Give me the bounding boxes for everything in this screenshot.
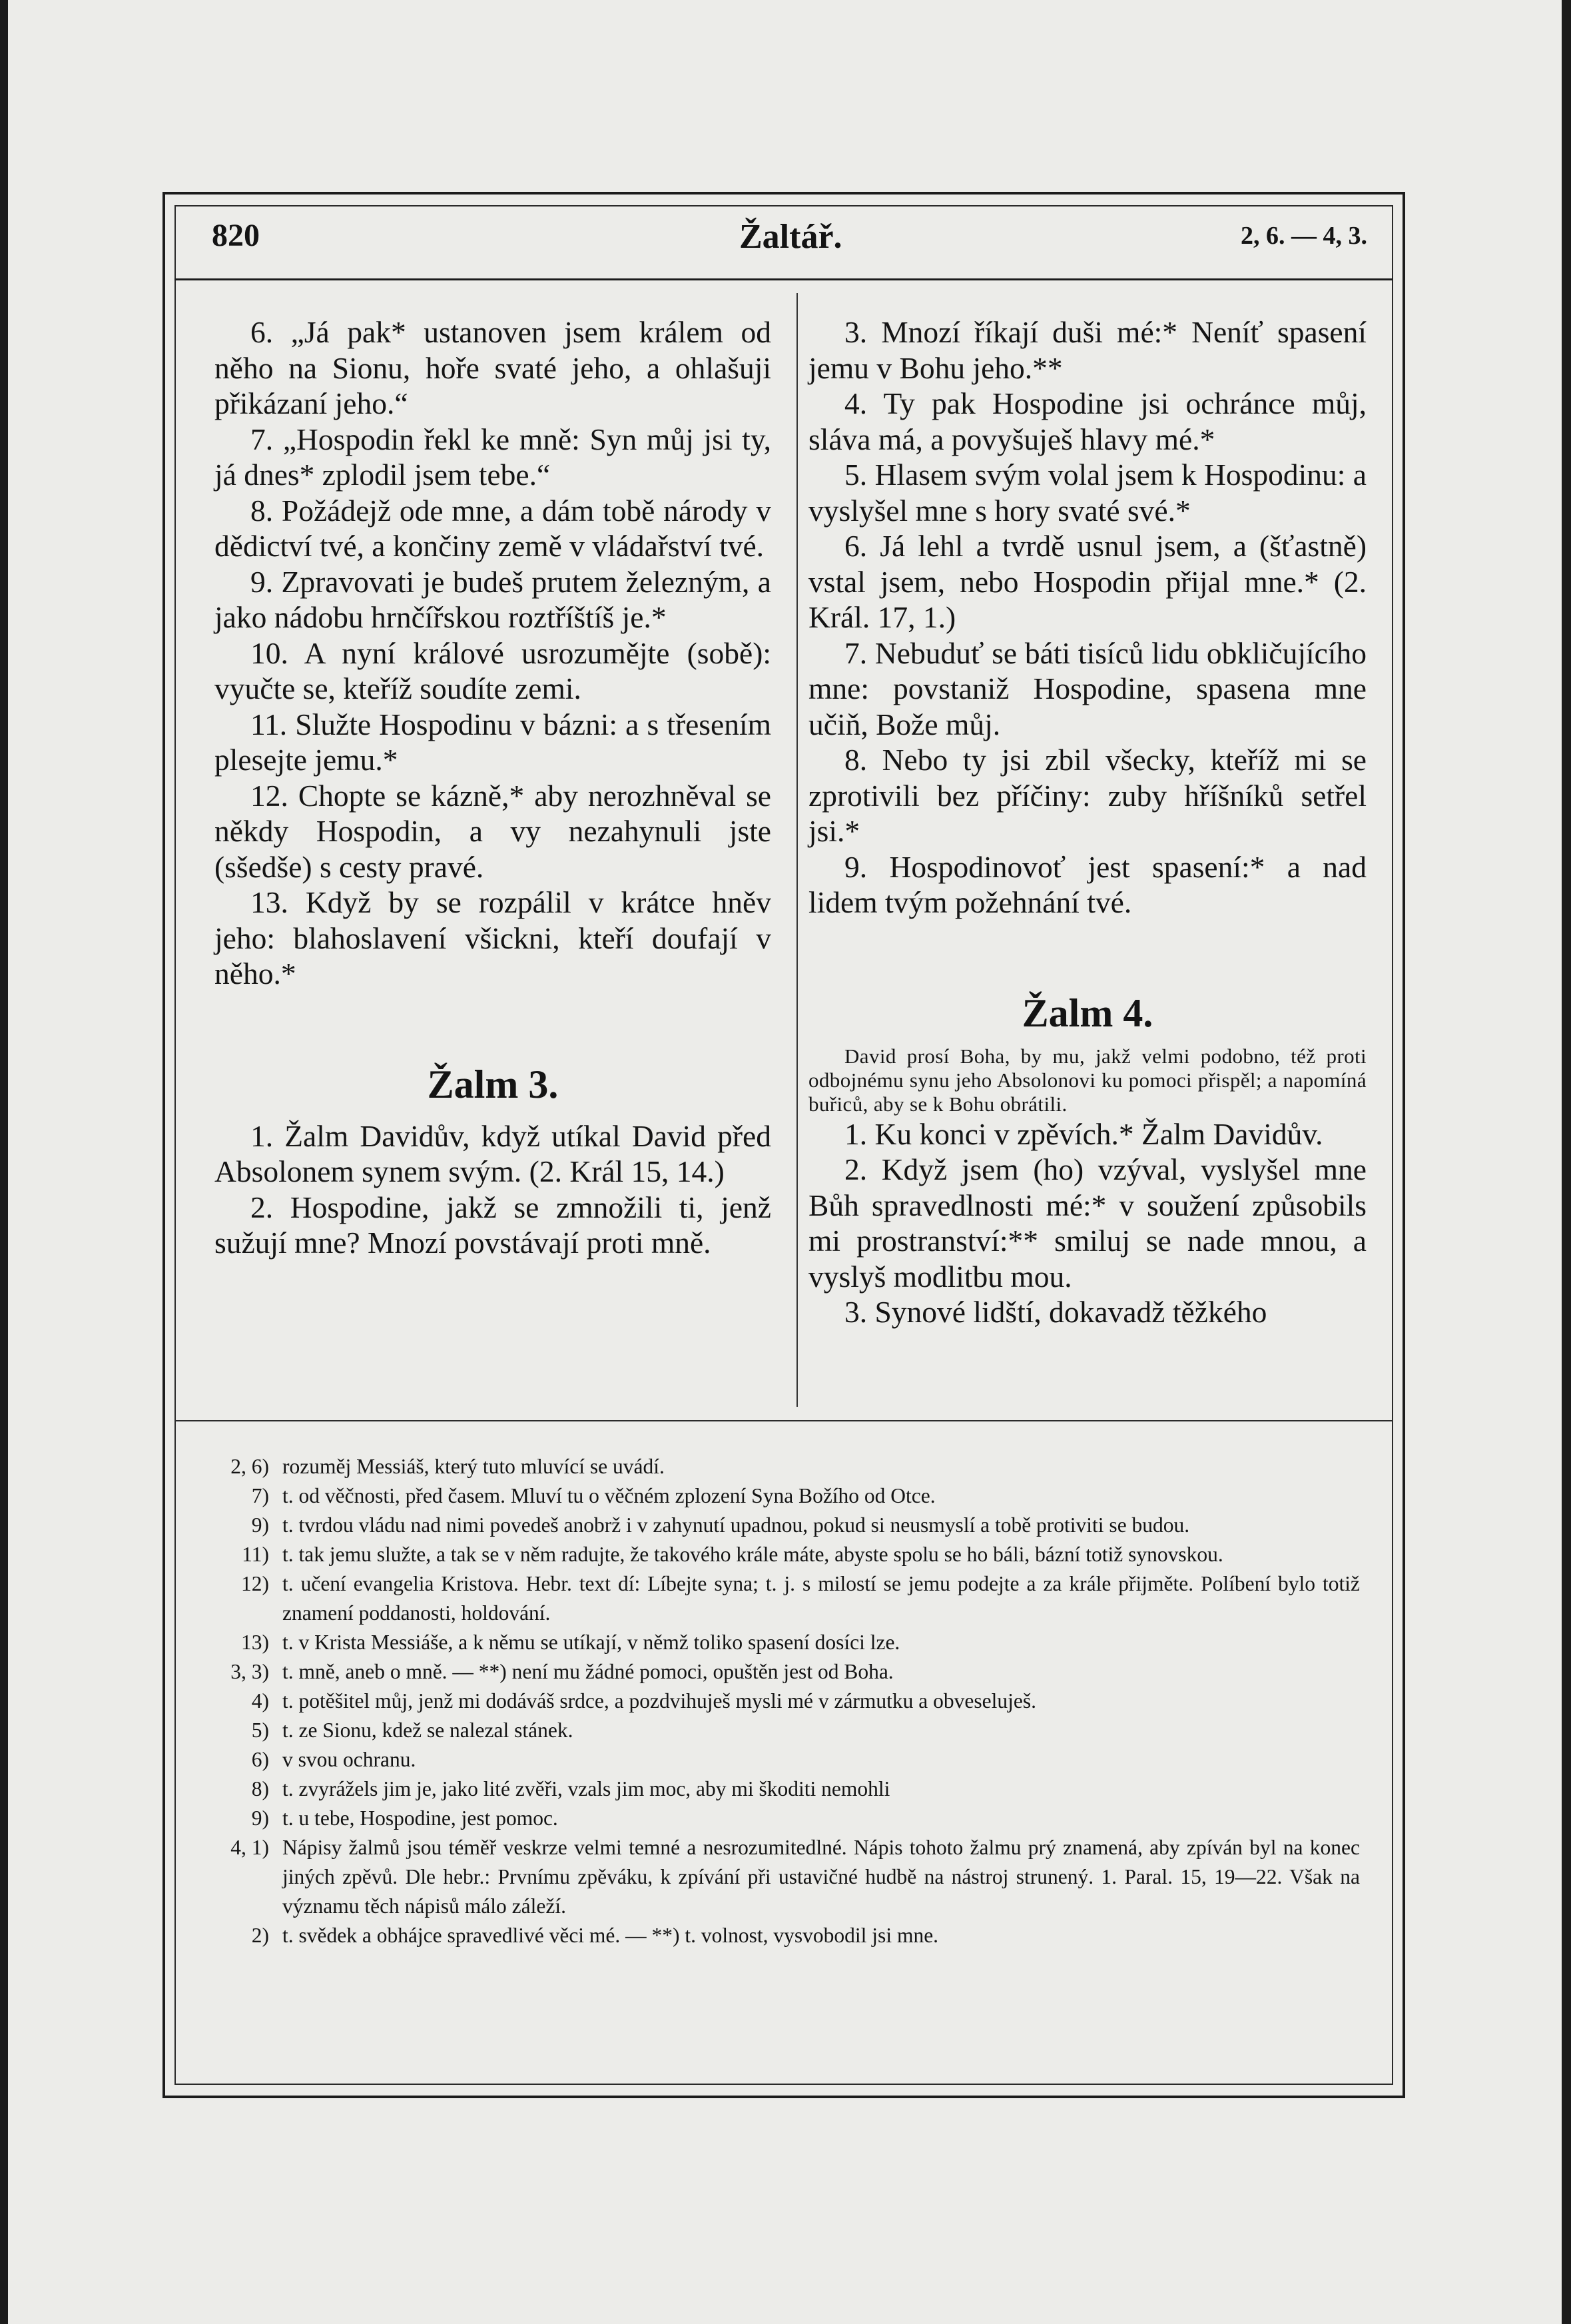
footnote bbox=[212, 1921, 1360, 1950]
verse: 4. Ty pak Hospodine jsi ochránce můj, sláva má, a povyšuješ hlavy mé.* bbox=[808, 386, 1367, 456]
right-column bbox=[808, 314, 1367, 1330]
footnote bbox=[212, 1833, 1360, 1921]
footnote bbox=[212, 1511, 1360, 1540]
verse: 6. „Já pak* ustanoven jsem králem od něho na Sionu, hoře svaté jeho, a ohlašuji přikázaní jeho.“ bbox=[214, 315, 771, 420]
page-number: 820 bbox=[212, 218, 260, 253]
verse: 2. Když jsem (ho) vzýval, vyslyšel mne Bůh spravedlnosti mé:* v soužení způsobils mi prostranství:** smiluj se nade mnou, a vyslyš modlitbu mou. bbox=[808, 1152, 1367, 1294]
footnotes bbox=[212, 1452, 1360, 1950]
footnote-text: rozuměj Messiáš, který tuto mluvící se uvádí. bbox=[282, 1455, 665, 1478]
footnote-ref: 2, 6) bbox=[230, 1455, 269, 1478]
verse: 1. Ku konci v zpěvích.* Žalm Davidův. bbox=[844, 1116, 1323, 1151]
footnote-ref: 9) bbox=[251, 1806, 269, 1830]
footnote-text: t. učení evangelia Kristova. Hebr. text dí: Líbejte syna; t. j. s milostí se jemu podejte a za krále přijměte. Políbení bylo totiž znamení poddanosti, holdování. bbox=[282, 1572, 1360, 1625]
verse: 7. „Hospodin řekl ke mně: Syn můj jsi ty, já dnes* zplodil jsem tebe.“ bbox=[214, 422, 771, 492]
footnote bbox=[212, 1716, 1360, 1745]
verse: 5. Hlasem svým volal jsem k Hospodinu: a vyslyšel mne s hory svaté své.* bbox=[808, 458, 1367, 528]
psalm-argument bbox=[808, 1044, 1367, 1116]
verse: 13. Když by se rozpálil v krátce hněv jeho: blahoslavení všickni, kteří doufají v něho.* bbox=[214, 885, 771, 990]
footnote-ref: 9) bbox=[251, 1513, 269, 1537]
footnote-ref: 12) bbox=[241, 1572, 269, 1595]
header-rule bbox=[174, 278, 1393, 280]
footnote-ref: 7) bbox=[251, 1484, 269, 1507]
footnote-ref: 13) bbox=[241, 1631, 269, 1654]
verse: 9. Hospodinovoť jest spasení:* a nad lidem tvým požehnání tvé. bbox=[808, 849, 1367, 919]
footnote bbox=[212, 1745, 1360, 1774]
footnote bbox=[212, 1804, 1360, 1833]
footnote bbox=[212, 1774, 1360, 1804]
footnote-ref: 2) bbox=[251, 1924, 269, 1947]
verse: 6. Já lehl a tvrdě usnul jsem, a (šťastně) vstal jsem, nebo Hospodin přijal mne.* (2. Král. 17, 1.) bbox=[808, 529, 1367, 634]
running-title: Žaltář. bbox=[739, 218, 842, 256]
footnote-text: v svou ochranu. bbox=[282, 1748, 416, 1771]
footnote-text: t. svědek a obhájce spravedlivé věci mé. — **) t. volnost, vysvobodil jsi mne. bbox=[282, 1924, 939, 1947]
verse: 8. Nebo ty jsi zbil všecky, kteříž mi se zprotivili bez příčiny: zuby hříšníků setřel jsi.* bbox=[808, 743, 1367, 848]
left-column bbox=[214, 314, 771, 1261]
psalm-argument-text: David prosí Boha, by mu, jakž velmi podobno, též proti odbojnému synu jeho Absolonovi ku pomoci přispěl; a napomíná buřiců, aby se k Bohu obrátili. bbox=[808, 1044, 1367, 1116]
footnote-text: t. zvyrážels jim je, jako lité zvěři, vzals jim moc, aby mi škoditi nemohli bbox=[282, 1777, 890, 1800]
scan-edge-left bbox=[0, 0, 8, 2324]
footnote-text: t. mně, aneb o mně. — **) není mu žádné pomoci, opuštěn jest od Boha. bbox=[282, 1660, 894, 1683]
footnote-ref: 4, 1) bbox=[230, 1836, 269, 1859]
verse: 9. Zpravovati je budeš prutem železným, a jako nádobu hrnčířskou roztříštíš je.* bbox=[214, 564, 771, 634]
column-divider bbox=[796, 293, 798, 1407]
footnote-text: t. potěšitel můj, jenž mi dodáváš srdce, a pozdvihuješ mysli mé v zármutku a obveseluješ. bbox=[282, 1689, 1036, 1713]
footnote bbox=[212, 1540, 1360, 1569]
footnote-text: t. tak jemu služte, a tak se v něm radujte, že takového krále máte, abyste spolu se ho báli, bázní totiž synovskou. bbox=[282, 1543, 1223, 1566]
footnote-rule bbox=[174, 1420, 1393, 1421]
footnote-text: t. v Krista Messiáše, a k němu se utíkají, v němž toliko spasení dosíci lze. bbox=[282, 1631, 900, 1654]
footnote-ref: 4) bbox=[251, 1689, 269, 1713]
verse: 3. Mnozí říkají duši mé:* Neníť spasení jemu v Bohu jeho.** bbox=[808, 315, 1367, 385]
verse: 7. Nebuduť se báti tisíců lidu obkličujícího mne: povstaniž Hospodine, spasena mne učiň, Bože můj. bbox=[808, 635, 1367, 741]
verse: 10. A nyní králové usrozumějte (sobě): vyučte se, kteříž soudíte zemi. bbox=[214, 635, 771, 705]
verse: 1. Žalm Davidův, když utíkal David před Absolonem synem svým. (2. Král 15, 14.) bbox=[214, 1118, 771, 1188]
verse: 12. Chopte se kázně,* aby nerozhněval se někdy Hospodin, a vy nezahynuli jste (sšedše) s cesty pravé. bbox=[214, 778, 771, 884]
scan-edge-right bbox=[1562, 0, 1571, 2324]
footnote-ref: 8) bbox=[251, 1777, 269, 1800]
footnote-ref: 3, 3) bbox=[230, 1660, 269, 1683]
verse: 3. Synové lidští, dokavadž těžkého bbox=[844, 1295, 1267, 1329]
footnote bbox=[212, 1481, 1360, 1511]
psalm-heading: Žalm 4. bbox=[1022, 990, 1153, 1035]
footnote bbox=[212, 1452, 1360, 1481]
verse: 8. Požádejž ode mne, a dám tobě národy v dědictví tvé, a končiny země v vládařství tvé. bbox=[214, 493, 771, 563]
verse: 11. Služte Hospodinu v bázni: a s třesením plesejte jemu.* bbox=[214, 707, 771, 777]
verse: 2. Hospodine, jakž se zmnožili ti, jenž sužují mne? Mnozí povstávají proti mně. bbox=[214, 1190, 771, 1260]
footnote-ref: 5) bbox=[251, 1719, 269, 1742]
footnote bbox=[212, 1628, 1360, 1657]
footnote-text: Nápisy žalmů jsou téměř veskrze velmi temné a nesrozumitedlné. Nápis tohoto žalmu prý znamená, aby zpíván byl na konec jiných zpěvů. Dle hebr.: Prvnímu zpěváku, k zpívání při ustavičné hudbě na nástroj strunený. 1. Paral. 15, 19—22. Však na významu těch nápisů málo záleží. bbox=[282, 1836, 1360, 1918]
footnote-ref: 6) bbox=[251, 1748, 269, 1771]
verse-range: 2, 6. — 4, 3. bbox=[1241, 222, 1367, 250]
footnote-ref: 11) bbox=[242, 1543, 269, 1566]
footnote bbox=[212, 1569, 1360, 1628]
footnote-text: t. ze Sionu, kdež se nalezal stánek. bbox=[282, 1719, 573, 1742]
footnote-text: t. od věčnosti, před časem. Mluví tu o věčném zplození Syna Božího od Otce. bbox=[282, 1484, 936, 1507]
footnote-text: t. u tebe, Hospodine, jest pomoc. bbox=[282, 1806, 558, 1830]
psalm-heading: Žalm 3. bbox=[427, 1062, 559, 1106]
footnote-text: t. tvrdou vládu nad nimi povedeš anobrž i v zahynutí upadnou, pokud si neusmyslí a tobě protiviti se budou. bbox=[282, 1513, 1190, 1537]
footnote bbox=[212, 1687, 1360, 1716]
footnote bbox=[212, 1657, 1360, 1687]
